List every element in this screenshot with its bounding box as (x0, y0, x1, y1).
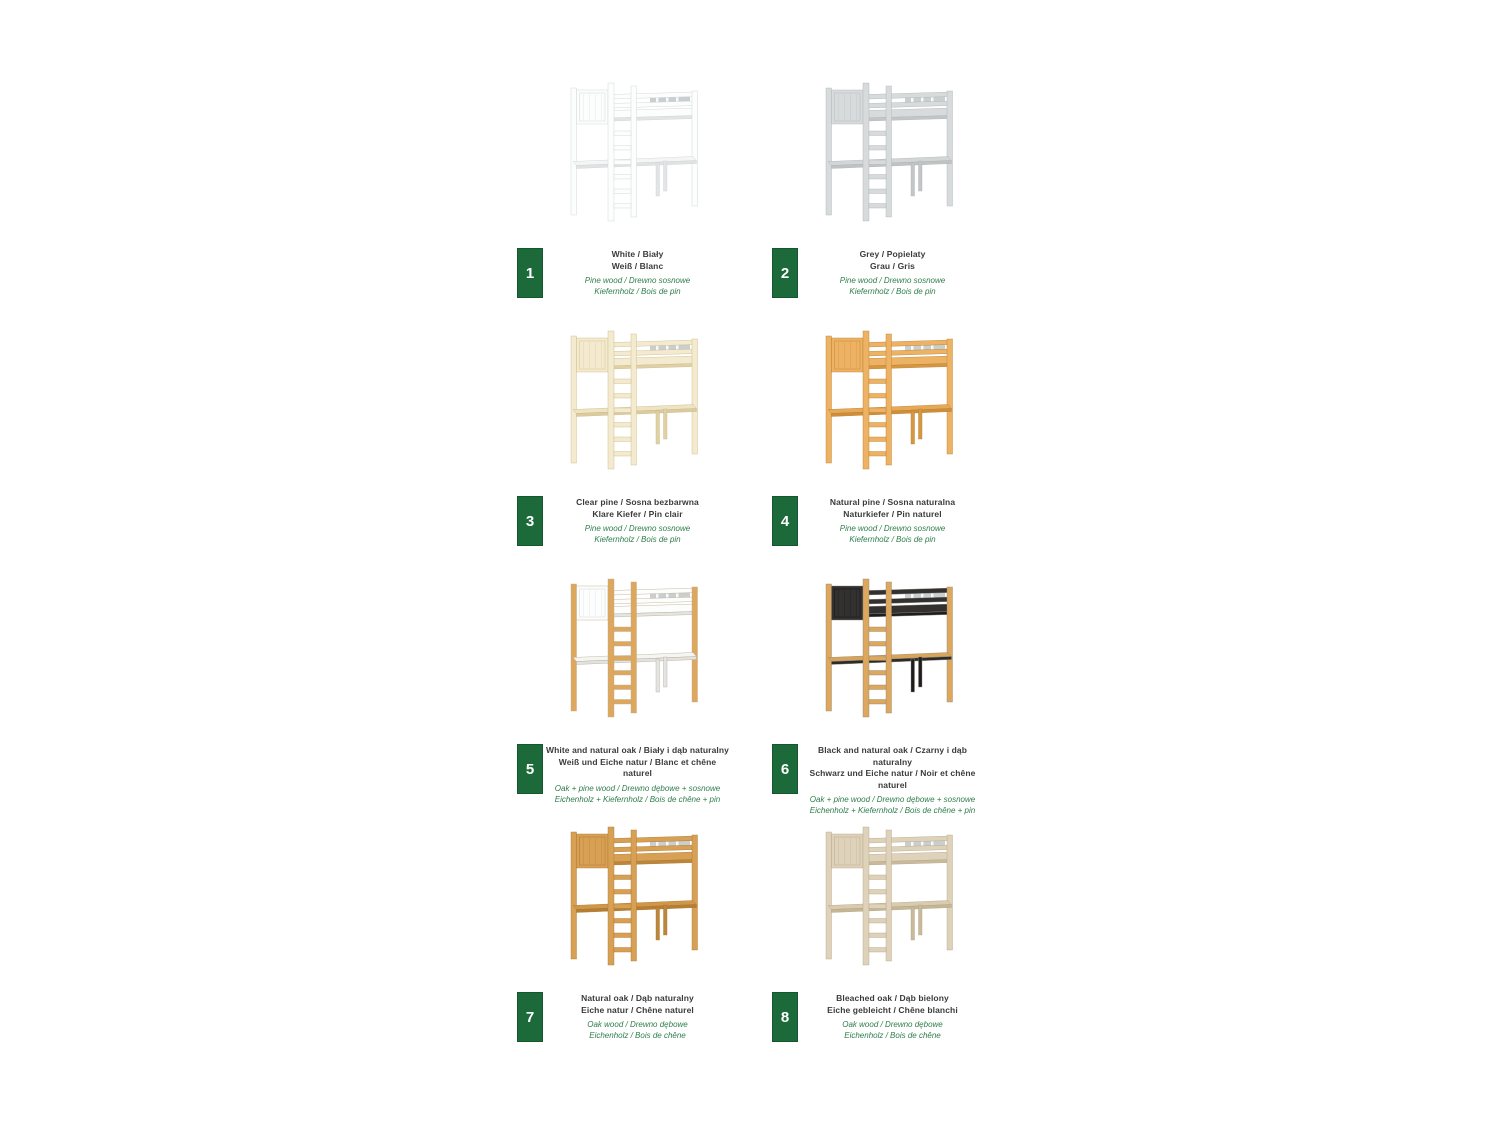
variant-card-4 (765, 323, 1020, 571)
variant-material-en-pl: Oak + pine wood / Drewno dębowe + sosnowe (809, 795, 976, 804)
variant-material-de-fr: Kiefernholz / Bois de pin (594, 535, 681, 544)
variant-material-en-pl: Pine wood / Drewno sosnowe (584, 524, 691, 533)
variant-texts (510, 744, 765, 805)
variant-name-de-fr: Schwarz und Eiche natur / Noir et chêne naturel (809, 768, 976, 790)
variant-name-de-fr: Eiche natur / Chêne naturel (581, 1004, 694, 1015)
variant-label (510, 992, 765, 1054)
variant-number-badge: 1 (517, 248, 543, 298)
variant-card-7 (510, 819, 765, 1067)
variant-card-2 (765, 75, 1020, 323)
variant-material-en-pl: Pine wood / Drewno sosnowe (584, 276, 691, 285)
variant-material-de-fr: Eichenholz / Bois de chêne (589, 1031, 686, 1040)
variant-label (510, 744, 765, 806)
variant-name-en-pl: Clear pine / Sosna bezbarwna (576, 497, 699, 507)
variant-card-1 (510, 75, 765, 323)
variant-card-8 (765, 819, 1020, 1067)
variant-label (765, 744, 1020, 815)
loft-bed-image-black-oak (801, 571, 1001, 731)
variant-material-en-pl: Oak + pine wood / Drewno dębowe + sosnowe (554, 783, 721, 793)
loft-bed-image-natural-oak (546, 819, 746, 979)
variant-name-de-fr: Grau / Gris (869, 260, 916, 271)
variant-material-de-fr: Eichenholz + Kiefernholz / Bois de chêne + pin (809, 806, 976, 815)
loft-bed-image-white-oak (546, 571, 746, 731)
variant-name-en-pl: Grey / Popielaty (859, 249, 926, 259)
variant-number-badge: 4 (772, 496, 798, 546)
loft-bed-image-clear-pine (546, 323, 746, 483)
variant-material-de-fr: Kiefernholz / Bois de pin (849, 287, 936, 296)
loft-bed-image-white (546, 75, 746, 235)
variant-name-de-fr: Naturkiefer / Pin naturel (843, 508, 942, 519)
variant-label (765, 248, 1020, 310)
variant-texts (765, 248, 1020, 297)
loft-bed-image-bleached-oak (801, 819, 1001, 979)
variant-number-badge: 5 (517, 744, 543, 794)
variant-number-badge: 8 (772, 992, 798, 1042)
variant-name-en-pl: Natural pine / Sosna naturalna (829, 497, 956, 507)
variant-name-de-fr: Klare Kiefer / Pin clair (592, 508, 683, 519)
variant-material-de-fr: Eichenholz / Bois de chêne (844, 1031, 941, 1040)
variant-material-en-pl: Pine wood / Drewno sosnowe (839, 524, 946, 533)
variant-texts (765, 744, 1020, 816)
variant-name-en-pl: White / Biały (611, 249, 664, 259)
variant-label (765, 496, 1020, 558)
variant-material-en-pl: Pine wood / Drewno sosnowe (839, 276, 946, 285)
variant-name-de-fr: Weiß und Eiche natur / Blanc et chêne naturel (558, 756, 717, 778)
variant-name-en-pl: Natural oak / Dąb naturalny (581, 993, 694, 1003)
loft-bed-image-grey (801, 75, 1001, 235)
variant-material-de-fr: Kiefernholz / Bois de pin (594, 287, 681, 296)
variant-name-en-pl: White and natural oak / Biały i dąb naturalny (545, 745, 730, 755)
variant-name-en-pl: Black and natural oak / Czarny i dąb naturalny (817, 745, 968, 767)
variant-name-en-pl: Bleached oak / Dąb bielony (836, 993, 949, 1003)
variant-card-3 (510, 323, 765, 571)
variant-chart (510, 75, 1020, 1067)
variant-number-badge: 3 (517, 496, 543, 546)
variant-texts (510, 248, 765, 297)
variant-material-de-fr: Eichenholz + Kiefernholz / Bois de chêne + pin (554, 794, 721, 804)
variant-card-6 (765, 571, 1020, 819)
variant-label (765, 992, 1020, 1054)
variant-name-de-fr: Eiche gebleicht / Chêne blanchi (827, 1004, 958, 1015)
loft-bed-image-natural-pine (801, 323, 1001, 483)
variant-texts (510, 496, 765, 545)
variant-label (510, 248, 765, 310)
variant-material-en-pl: Oak wood / Drewno dębowe (842, 1020, 943, 1029)
variant-number-badge: 2 (772, 248, 798, 298)
variant-label (510, 496, 765, 558)
variant-number-badge: 6 (772, 744, 798, 794)
variant-texts (765, 496, 1020, 545)
variant-name-de-fr: Weiß / Blanc (611, 260, 664, 271)
variant-number-badge: 7 (517, 992, 543, 1042)
variant-material-de-fr: Kiefernholz / Bois de pin (849, 535, 936, 544)
variant-texts (510, 992, 765, 1041)
variant-card-5 (510, 571, 765, 819)
variant-material-en-pl: Oak wood / Drewno dębowe (587, 1020, 688, 1029)
variant-texts (765, 992, 1020, 1041)
